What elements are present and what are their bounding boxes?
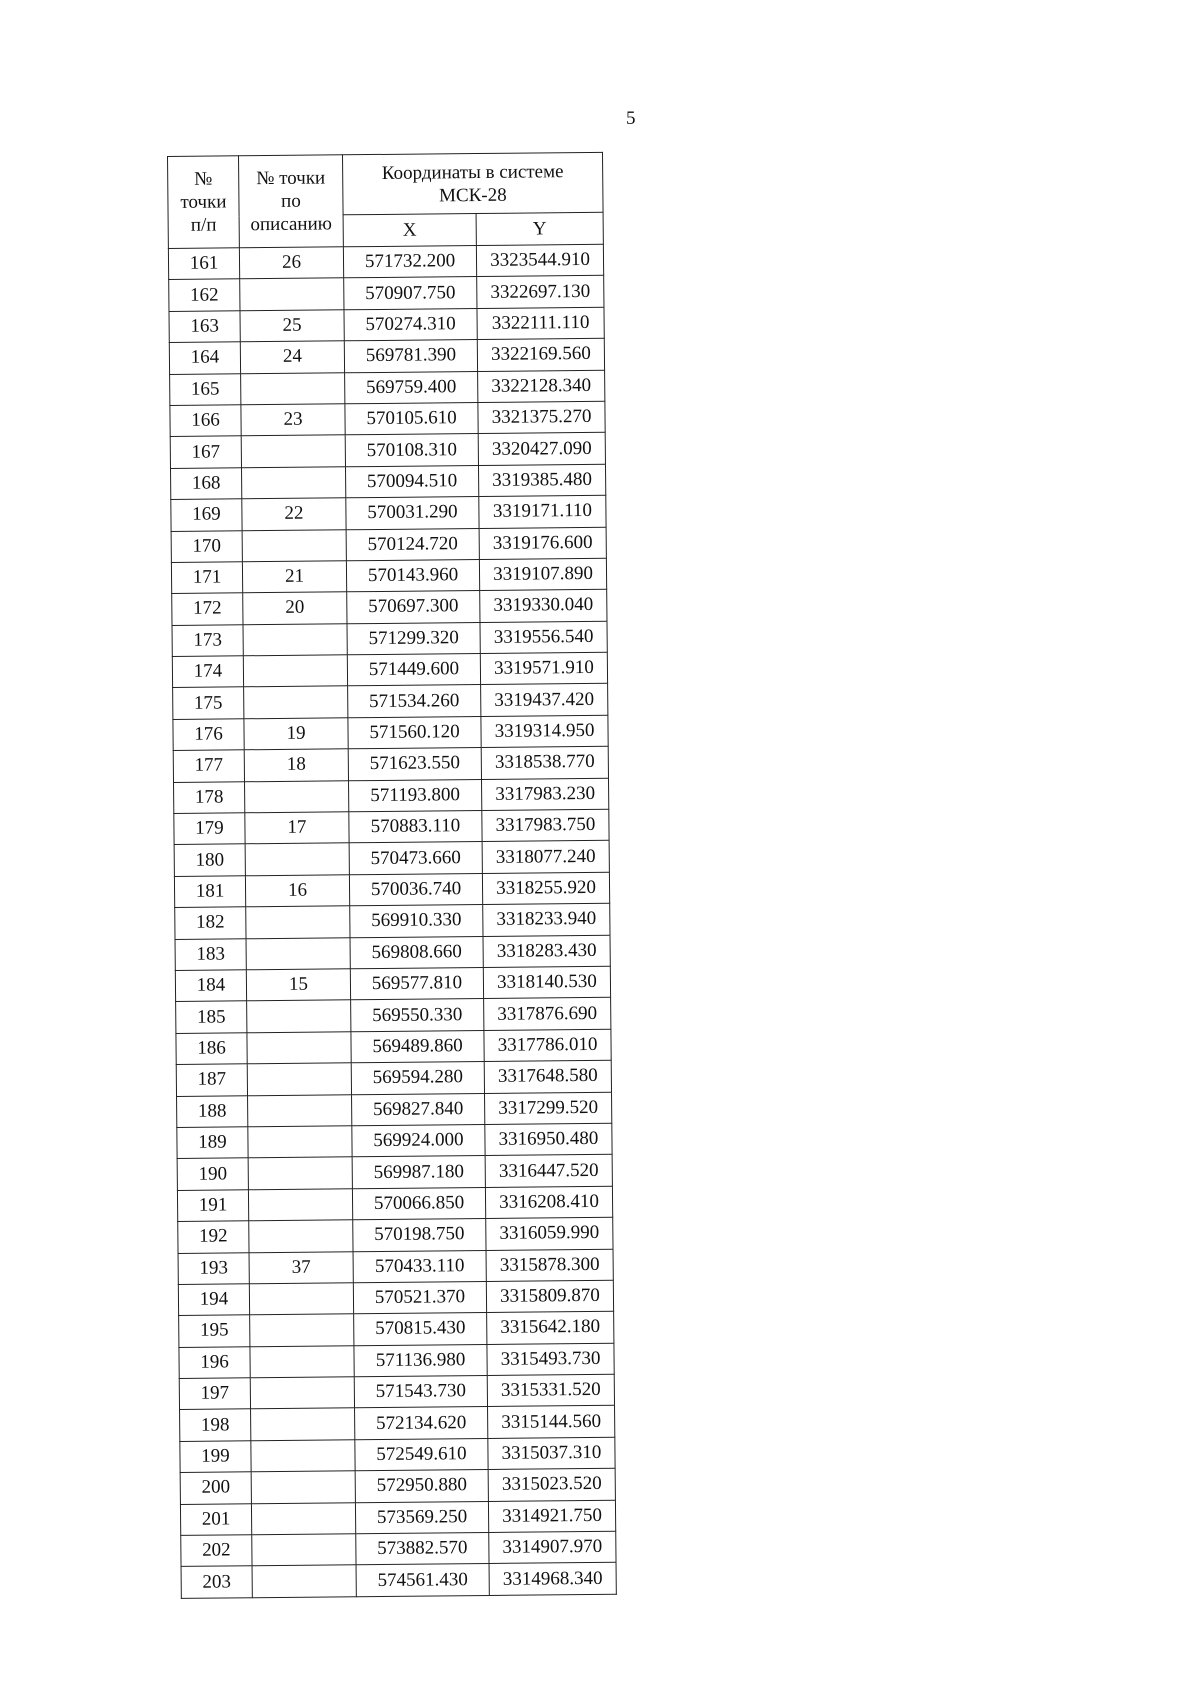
table-row: [178, 1217, 613, 1253]
cell-description-point: [243, 623, 347, 655]
table-row: [177, 1123, 612, 1159]
cell-description-point: [250, 1377, 354, 1409]
table-row: [170, 464, 605, 500]
cell-y: 3315331.520: [487, 1374, 614, 1407]
header-description-point-line-1: № точки: [256, 167, 326, 190]
cell-y: 3319171.110: [479, 495, 606, 528]
cell-description-point: 26: [239, 247, 343, 279]
table-body: [168, 244, 616, 1598]
table-row: [171, 495, 606, 531]
cell-point-number: 202: [181, 1535, 252, 1567]
table-row: [177, 1186, 612, 1222]
table-row: [180, 1468, 615, 1504]
cell-description-point: [244, 686, 348, 718]
cell-point-number: 169: [171, 499, 242, 531]
table-row: [180, 1437, 615, 1473]
cell-x: 569550.330: [351, 999, 484, 1032]
cell-x: 570094.510: [345, 465, 478, 498]
cell-point-number: 195: [179, 1315, 250, 1347]
cell-y: 3319107.890: [479, 558, 606, 591]
cell-point-number: 183: [175, 938, 246, 970]
table-row: [175, 966, 610, 1002]
cell-description-point: 15: [246, 969, 350, 1001]
cell-x: 572950.880: [355, 1470, 488, 1503]
cell-description-point: [247, 1032, 351, 1064]
cell-point-number: 168: [170, 468, 241, 500]
cell-point-number: 174: [172, 656, 243, 688]
cell-description-point: 21: [242, 561, 346, 593]
cell-y: 3318077.240: [482, 841, 609, 874]
cell-description-point: [241, 372, 345, 404]
cell-y: 3316447.520: [485, 1155, 612, 1188]
cell-y: 3321375.270: [478, 401, 605, 434]
cell-x: 571136.980: [354, 1344, 487, 1377]
cell-description-point: 20: [243, 592, 347, 624]
cell-x: 571534.260: [348, 685, 481, 718]
cell-y: 3316059.990: [486, 1217, 613, 1250]
header-description-point-line-3: описанию: [250, 213, 332, 236]
cell-y: 3315493.730: [487, 1343, 614, 1376]
table-row: [178, 1249, 613, 1285]
cell-y: 3316950.480: [485, 1123, 612, 1156]
cell-point-number: 184: [175, 970, 246, 1002]
cell-point-number: 200: [180, 1472, 251, 1504]
cell-x: 573569.250: [355, 1501, 488, 1534]
cell-y: 3315023.520: [488, 1468, 615, 1501]
cell-point-number: 172: [172, 593, 243, 625]
header-y: Y: [476, 212, 603, 245]
cell-x: 571299.320: [347, 622, 480, 655]
cell-x: 572134.620: [355, 1407, 488, 1440]
header-description-point: [239, 155, 344, 248]
cell-x: 569924.000: [352, 1124, 485, 1157]
cell-point-number: 177: [173, 750, 244, 782]
cell-point-number: 167: [170, 436, 241, 468]
table-row: [176, 998, 611, 1034]
cell-y: 3319571.910: [480, 652, 607, 685]
cell-description-point: [248, 1188, 352, 1220]
cell-x: 569808.660: [350, 936, 483, 969]
cell-y: 3319556.540: [480, 621, 607, 654]
cell-description-point: 19: [244, 718, 348, 750]
table-row: [172, 590, 607, 626]
cell-description-point: [250, 1314, 354, 1346]
table-row: [181, 1563, 616, 1599]
cell-description-point: [248, 1094, 352, 1126]
table-row: [174, 778, 609, 814]
cell-y: 3317876.690: [484, 998, 611, 1031]
table-row: [179, 1374, 614, 1410]
table-row: [181, 1531, 616, 1567]
cell-description-point: [251, 1471, 355, 1503]
cell-point-number: 198: [180, 1409, 251, 1441]
cell-point-number: 171: [171, 562, 242, 594]
table-row: [170, 370, 605, 406]
cell-point-number: 193: [178, 1252, 249, 1284]
cell-y: 3314968.340: [489, 1563, 616, 1596]
cell-point-number: 201: [180, 1503, 251, 1535]
cell-description-point: [241, 467, 345, 499]
cell-y: 3316208.410: [485, 1186, 612, 1219]
table-row: [176, 1029, 611, 1065]
coordinates-table: [167, 152, 617, 1599]
header-coordinates-line-1: Координаты в системе: [381, 160, 564, 184]
cell-x: 570036.740: [349, 873, 482, 906]
cell-x: 570883.110: [349, 811, 482, 844]
cell-description-point: [246, 906, 350, 938]
cell-x: 571623.550: [348, 748, 481, 781]
cell-y: 3315809.870: [486, 1280, 613, 1313]
cell-x: 573882.570: [356, 1532, 489, 1565]
page-number: 5: [626, 108, 636, 129]
cell-x: 569910.330: [350, 905, 483, 938]
header-point-number-line-2: точки: [180, 191, 227, 213]
cell-y: 3317786.010: [484, 1029, 611, 1062]
cell-y: 3319437.420: [481, 684, 608, 717]
cell-y: 3315144.560: [488, 1406, 615, 1439]
cell-x: 569594.280: [351, 1062, 484, 1095]
cell-description-point: [250, 1345, 354, 1377]
table-row: [170, 433, 605, 469]
table-row: [171, 558, 606, 594]
cell-description-point: 37: [249, 1251, 353, 1283]
cell-y: 3318283.430: [483, 935, 610, 968]
cell-x: 569577.810: [350, 967, 483, 1000]
cell-point-number: 163: [169, 311, 240, 343]
cell-description-point: [248, 1157, 352, 1189]
cell-y: 3317983.750: [482, 809, 609, 842]
cell-description-point: [241, 435, 345, 467]
cell-point-number: 161: [168, 248, 239, 280]
cell-point-number: 173: [172, 624, 243, 656]
cell-y: 3317299.520: [485, 1092, 612, 1125]
table-row: [172, 621, 607, 657]
cell-point-number: 182: [175, 907, 246, 939]
cell-y: 3319314.950: [481, 715, 608, 748]
cell-x: 570815.430: [354, 1313, 487, 1346]
cell-point-number: 164: [169, 342, 240, 374]
cell-y: 3314921.750: [488, 1500, 615, 1533]
cell-x: 571732.200: [343, 246, 476, 279]
cell-description-point: [251, 1502, 355, 1534]
cell-description-point: [249, 1220, 353, 1252]
table-row: [174, 872, 609, 908]
table-row: [169, 276, 604, 312]
cell-point-number: 192: [178, 1221, 249, 1253]
cell-x: 569987.180: [352, 1156, 485, 1189]
table-row: [170, 401, 605, 437]
cell-point-number: 187: [176, 1064, 247, 1096]
cell-description-point: 24: [240, 341, 344, 373]
table-row: [174, 809, 609, 845]
cell-y: 3322111.110: [477, 307, 604, 340]
cell-y: 3323544.910: [476, 244, 603, 277]
cell-x: 569489.860: [351, 1030, 484, 1063]
cell-y: 3318255.920: [482, 872, 609, 905]
cell-description-point: [243, 655, 347, 687]
cell-y: 3318140.530: [483, 966, 610, 999]
cell-y: 3314907.970: [489, 1531, 616, 1564]
cell-point-number: 189: [177, 1127, 248, 1159]
cell-x: 569759.400: [345, 371, 478, 404]
cell-description-point: [251, 1408, 355, 1440]
cell-x: 570697.300: [347, 591, 480, 624]
table-row: [172, 652, 607, 688]
table-row: [177, 1092, 612, 1128]
cell-x: 570274.310: [344, 308, 477, 341]
cell-description-point: 25: [240, 310, 344, 342]
table-row: [173, 684, 608, 720]
header-coordinates-group: [342, 152, 603, 214]
cell-point-number: 165: [170, 373, 241, 405]
cell-x: 570143.960: [346, 559, 479, 592]
cell-description-point: [246, 937, 350, 969]
header-point-number-line-3: п/п: [190, 214, 217, 236]
cell-point-number: 199: [180, 1441, 251, 1473]
cell-y: 3315037.310: [488, 1437, 615, 1470]
cell-description-point: 17: [245, 812, 349, 844]
cell-point-number: 170: [171, 530, 242, 562]
table-row: [175, 935, 610, 971]
cell-x: 570108.310: [345, 434, 478, 467]
cell-point-number: 203: [181, 1566, 252, 1598]
cell-description-point: [252, 1565, 356, 1597]
table-row: [180, 1500, 615, 1536]
cell-point-number: 181: [174, 876, 245, 908]
table-row: [179, 1312, 614, 1348]
cell-description-point: 23: [241, 404, 345, 436]
cell-y: 3322697.130: [477, 276, 604, 309]
cell-description-point: 18: [244, 749, 348, 781]
table-row: [173, 747, 608, 783]
header-point-number: [168, 156, 240, 249]
cell-y: 3319330.040: [480, 590, 607, 623]
header-description-point-line-2: по: [280, 190, 301, 212]
cell-x: 570433.110: [353, 1250, 486, 1283]
cell-description-point: [252, 1534, 356, 1566]
cell-point-number: 186: [176, 1033, 247, 1065]
cell-x: 570473.660: [349, 842, 482, 875]
cell-x: 571449.600: [347, 654, 480, 687]
cell-y: 3319385.480: [478, 464, 605, 497]
table-header: [168, 152, 604, 248]
cell-x: 571543.730: [354, 1376, 487, 1409]
table-row: [175, 903, 610, 939]
cell-point-number: 175: [173, 687, 244, 719]
header-point-number-line-1: №: [194, 168, 213, 190]
cell-description-point: [245, 780, 349, 812]
cell-description-point: 16: [245, 875, 349, 907]
cell-x: 570521.370: [353, 1281, 486, 1314]
table-row: [174, 841, 609, 877]
table-row: [169, 307, 604, 343]
cell-x: 569827.840: [352, 1093, 485, 1126]
cell-y: 3318233.940: [483, 903, 610, 936]
cell-x: 569781.390: [344, 340, 477, 373]
cell-x: 570198.750: [353, 1219, 486, 1252]
table-row: [173, 715, 608, 751]
cell-point-number: 162: [169, 279, 240, 311]
cell-point-number: 178: [174, 781, 245, 813]
cell-y: 3320427.090: [478, 433, 605, 466]
cell-y: 3322128.340: [478, 370, 605, 403]
cell-x: 570031.290: [346, 497, 479, 530]
cell-x: 571560.120: [348, 716, 481, 749]
cell-description-point: [251, 1440, 355, 1472]
cell-description-point: [248, 1126, 352, 1158]
table-row: [168, 244, 603, 280]
cell-point-number: 166: [170, 405, 241, 437]
cell-point-number: 197: [179, 1378, 250, 1410]
cell-point-number: 179: [174, 813, 245, 845]
cell-description-point: [249, 1283, 353, 1315]
cell-y: 3315878.300: [486, 1249, 613, 1282]
cell-x: 574561.430: [356, 1564, 489, 1597]
cell-y: 3317983.230: [481, 778, 608, 811]
cell-point-number: 176: [173, 719, 244, 751]
cell-point-number: 180: [174, 844, 245, 876]
cell-point-number: 190: [177, 1158, 248, 1190]
cell-description-point: 22: [242, 498, 346, 530]
cell-x: 570105.610: [345, 402, 478, 435]
cell-point-number: 191: [177, 1189, 248, 1221]
cell-y: 3317648.580: [484, 1060, 611, 1093]
cell-point-number: 196: [179, 1346, 250, 1378]
cell-point-number: 185: [176, 1001, 247, 1033]
table-row: [169, 338, 604, 374]
cell-y: 3315642.180: [487, 1312, 614, 1345]
table-row: [178, 1280, 613, 1316]
cell-x: 570907.750: [344, 277, 477, 310]
table-row: [171, 527, 606, 563]
cell-y: 3319176.600: [479, 527, 606, 560]
cell-y: 3322169.560: [477, 338, 604, 371]
cell-description-point: [247, 1063, 351, 1095]
table-row: [176, 1060, 611, 1096]
cell-point-number: 194: [178, 1284, 249, 1316]
cell-description-point: [242, 529, 346, 561]
cell-description-point: [240, 278, 344, 310]
table-row: [180, 1406, 615, 1442]
cell-y: 3318538.770: [481, 747, 608, 780]
cell-x: 571193.800: [349, 779, 482, 812]
cell-point-number: 188: [177, 1095, 248, 1127]
cell-x: 572549.610: [355, 1438, 488, 1471]
table-row: [177, 1155, 612, 1191]
cell-description-point: [245, 843, 349, 875]
header-coordinates-line-2: МСК-28: [438, 184, 507, 206]
cell-description-point: [247, 1000, 351, 1032]
cell-x: 570124.720: [346, 528, 479, 561]
table-row: [179, 1343, 614, 1379]
header-x: X: [343, 214, 476, 247]
cell-x: 570066.850: [352, 1187, 485, 1220]
